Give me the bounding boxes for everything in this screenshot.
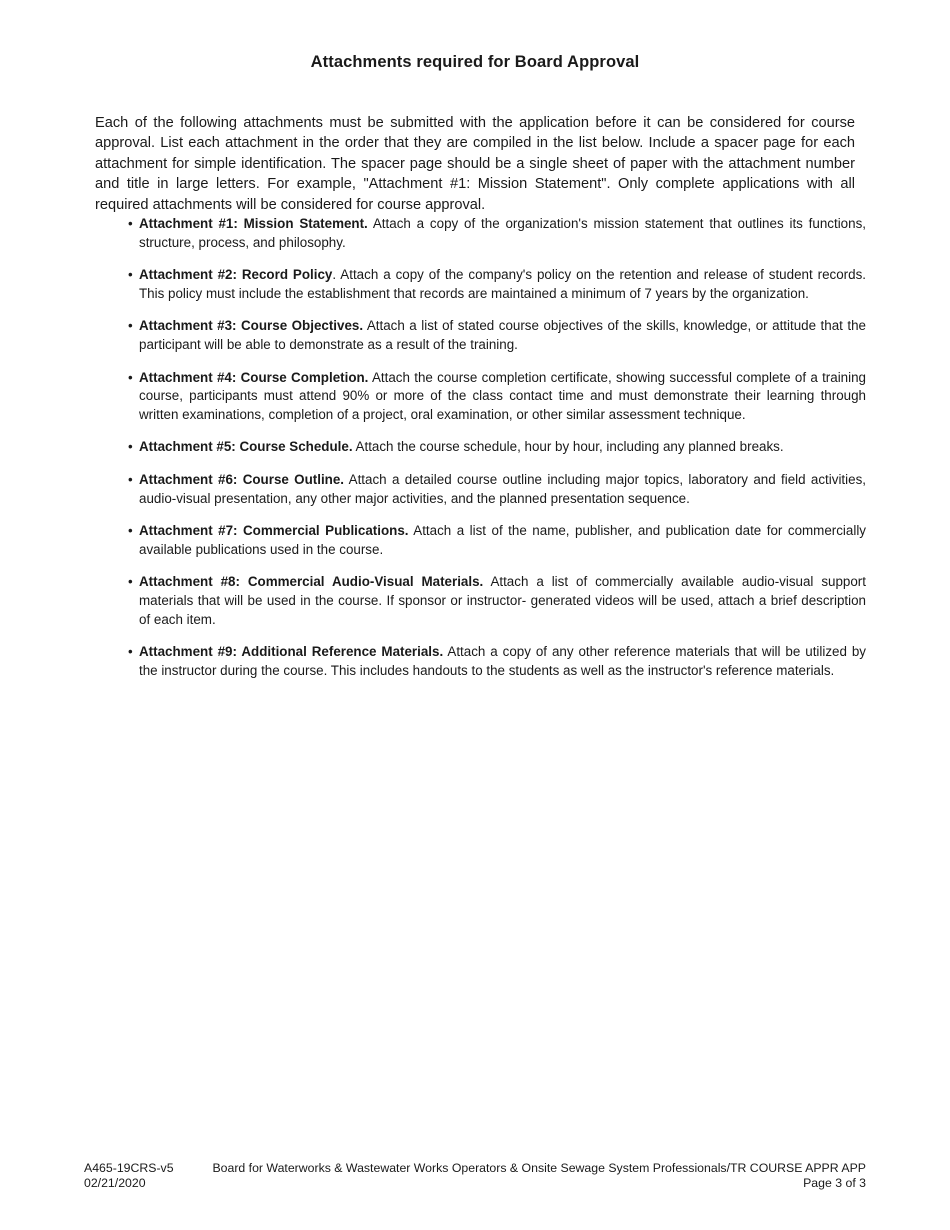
footer-right: [212, 1161, 866, 1190]
attachment-description: Attach the course completion certificate, showing successful complete of a training course, participants must attend 90% or more of the class contact time and must demonstrate their learning through written examinations, completion of a project, oral examination, or other similar assessment technique.: [139, 369, 866, 422]
attachment-item-8: [127, 573, 866, 629]
attachment-description: Attach a copy of any other reference materials that will be utilized by the instructor during the course. This includes handouts to the students as well as the instructor's reference materials.: [139, 644, 866, 678]
attachment-item-5: [127, 438, 866, 457]
attachment-description: Attach a list of commercially available audio-visual support materials that will be used in the course. If sponsor or instructor- generated videos will be used, attach a brief description of each item.: [139, 574, 866, 627]
page-number: Page 3 of 3: [803, 1175, 866, 1190]
page-title: Attachments required for Board Approval: [310, 53, 640, 71]
attachment-list: [127, 215, 866, 694]
attachment-description: . Attach a copy of the company's policy on the retention and release of student records. This policy must include the establishment that records are maintained a minimum of 7 years by the organization.: [139, 267, 866, 301]
attachment-item-2: [127, 266, 866, 303]
attachment-title: Attachment #2: Record Policy: [139, 267, 333, 283]
attachment-item-9: [127, 643, 866, 680]
attachment-title: Attachment #6: Course Outline.: [139, 471, 345, 487]
attachment-description: Attach a list of the name, publisher, and publication date for commercially available publications used in the course.: [139, 523, 866, 557]
attachment-title: Attachment #9: Additional Reference Materials.: [139, 644, 444, 660]
attachment-item-6: [127, 471, 866, 508]
board-name: Board for Waterworks & Wastewater Works Operators & Onsite Sewage System Professionals/TR COURSE APPR APP: [212, 1161, 866, 1175]
intro-paragraph: Each of the following attachments must be submitted with the application before it can be considered for course approval. List each attachment in the order that they are compiled in the list below. Include a spacer page for each attachment for simple identification. The spacer page should be a single sheet of paper with the attachment number and title in large letters. For example, "Attachment #1: Mission Statement". Only complete applications with all required attachments will be considered for course approval.: [95, 114, 855, 213]
form-date: 02/21/2020: [84, 1175, 146, 1190]
bullet-icon: •: [128, 267, 133, 283]
attachment-description: Attach a copy of the organization's mission statement that outlines its functions, structure, process, and philosophy.: [139, 216, 866, 250]
bullet-icon: •: [128, 369, 133, 385]
attachment-item-4: [127, 369, 866, 425]
attachment-title: Attachment #7: Commercial Publications.: [139, 523, 409, 539]
footer-left: [84, 1161, 174, 1190]
bullet-icon: •: [128, 644, 133, 660]
bullet-icon: •: [128, 216, 133, 231]
bullet-icon: •: [128, 574, 133, 590]
bullet-icon: •: [128, 471, 133, 487]
attachment-title: Attachment #4: Course Completion.: [139, 369, 369, 385]
attachment-description: Attach the course schedule, hour by hour, including any planned breaks.: [352, 439, 784, 455]
attachment-title: Attachment #3: Course Objectives.: [139, 318, 364, 334]
form-code: A465-19CRS-v5: [84, 1161, 174, 1175]
attachment-item-3: [127, 317, 866, 354]
attachment-description: Attach a list of stated course objectives of the skills, knowledge, or attitude that the participant will be able to demonstrate as a result of the training.: [139, 318, 866, 352]
attachment-title: Attachment #8: Commercial Audio-Visual Materials.: [139, 574, 484, 590]
bullet-icon: •: [128, 318, 133, 334]
attachment-description: Attach a detailed course outline including major topics, laboratory and field activities, audio-visual presentation, any other major activities, and the planned presentation sequence.: [139, 471, 866, 506]
attachment-item-7: [127, 522, 866, 559]
bullet-icon: •: [128, 523, 133, 539]
attachment-title: Attachment #1: Mission Statement.: [139, 216, 368, 231]
bullet-icon: •: [128, 439, 133, 455]
attachment-title: Attachment #5: Course Schedule.: [139, 439, 353, 455]
attachment-item-1: [127, 215, 866, 252]
